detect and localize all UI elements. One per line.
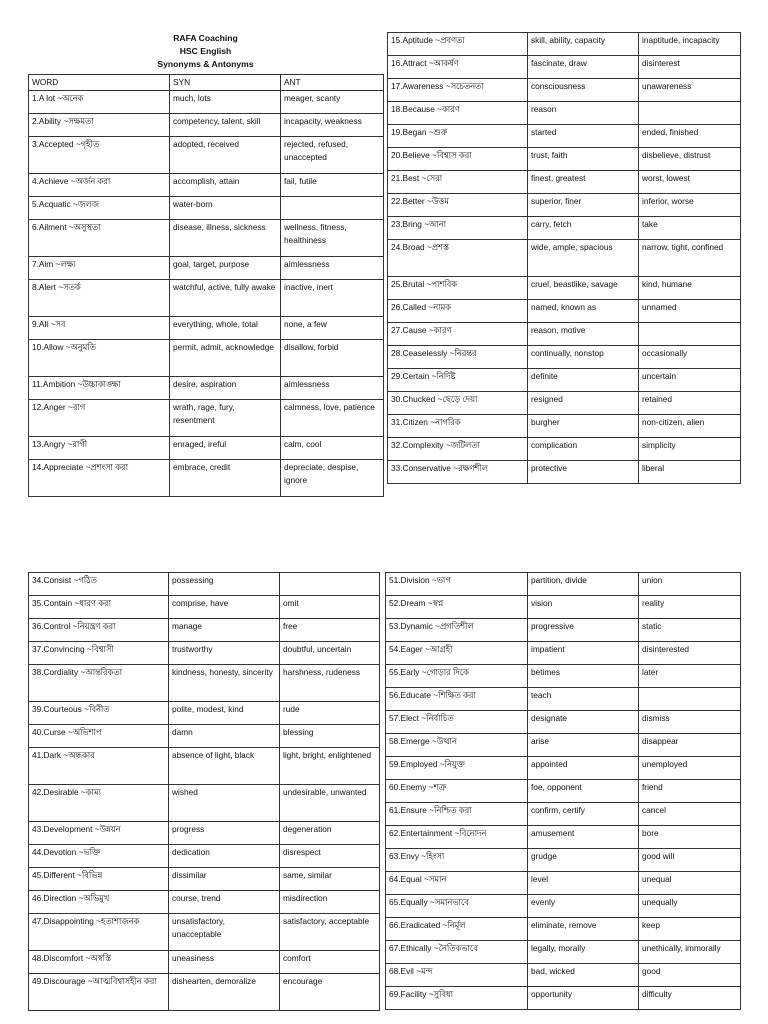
table-row bbox=[388, 346, 741, 369]
ant-cell: unequal bbox=[639, 872, 741, 895]
syn-cell: evenly bbox=[528, 895, 639, 918]
ant-cell: aimlessness bbox=[281, 257, 384, 280]
word-cell: 4.Achieve ~অর্জন করা bbox=[29, 174, 170, 197]
table-row bbox=[388, 125, 741, 148]
word-cell: 69.Facility ~সুবিধা bbox=[386, 987, 528, 1010]
table-row bbox=[388, 79, 741, 102]
ant-cell: cancel bbox=[639, 803, 741, 826]
syn-cell: comprise, have bbox=[169, 596, 280, 619]
ant-cell: free bbox=[280, 619, 380, 642]
word-cell: 55.Early ~গোড়ার দিকে bbox=[386, 665, 528, 688]
table-row bbox=[29, 748, 380, 785]
table-row bbox=[29, 377, 384, 400]
column-header-word: WORD bbox=[29, 75, 170, 91]
table-row bbox=[386, 895, 741, 918]
word-cell: 17.Awareness ~সচেতনতা bbox=[388, 79, 528, 102]
syn-cell: dishearten, demoralize bbox=[169, 974, 280, 1011]
table-row bbox=[29, 197, 384, 220]
table-row bbox=[388, 300, 741, 323]
table-row bbox=[386, 642, 741, 665]
table-row bbox=[29, 437, 384, 460]
syn-cell: carry, fetch bbox=[528, 217, 639, 240]
table-row bbox=[29, 340, 384, 377]
word-cell: 26.Called ~নামক bbox=[388, 300, 528, 323]
ant-cell: dismiss bbox=[639, 711, 741, 734]
table-row bbox=[386, 918, 741, 941]
word-cell: 12.Anger ~রাগ bbox=[29, 400, 170, 437]
syn-cell: kindness, honesty, sincerity bbox=[169, 665, 280, 702]
table-row bbox=[386, 872, 741, 895]
ant-cell: comfort bbox=[280, 951, 380, 974]
table-row bbox=[29, 891, 380, 914]
word-cell: 34.Consist ~গঠিত bbox=[29, 573, 169, 596]
syn-cell: opportunity bbox=[528, 987, 639, 1010]
ant-cell: fail, futile bbox=[281, 174, 384, 197]
table-row bbox=[386, 757, 741, 780]
word-cell: 2.Ability ~সক্ষমতা bbox=[29, 114, 170, 137]
vocab-table-1 bbox=[28, 74, 384, 497]
ant-cell: occasionally bbox=[639, 346, 741, 369]
table-row bbox=[29, 642, 380, 665]
table-row bbox=[388, 194, 741, 217]
column-header-ant: ANT bbox=[281, 75, 384, 91]
syn-cell: wrath, rage, fury, resentment bbox=[170, 400, 281, 437]
ant-cell: simplicity bbox=[639, 438, 741, 461]
page-header bbox=[28, 32, 383, 71]
syn-cell: desire, aspiration bbox=[170, 377, 281, 400]
word-cell: 7.Aim ~লক্ষ্য bbox=[29, 257, 170, 280]
vocab-table-3 bbox=[28, 572, 380, 1011]
word-cell: 32.Complexity ~জটিলতা bbox=[388, 438, 528, 461]
word-cell: 40.Curse ~অভিশাপ bbox=[29, 725, 169, 748]
ant-cell: inferior, worse bbox=[639, 194, 741, 217]
word-cell: 5.Acquatic ~জলজ bbox=[29, 197, 170, 220]
column-header-syn: SYN bbox=[170, 75, 281, 91]
word-cell: 53.Dynamic ~প্রগতিশীল bbox=[386, 619, 528, 642]
word-cell: 68.Evil ~মন্দ bbox=[386, 964, 528, 987]
word-cell: 20.Believe ~বিশ্বাস করা bbox=[388, 148, 528, 171]
ant-cell: disrespect bbox=[280, 845, 380, 868]
word-cell: 23.Bring ~আনা bbox=[388, 217, 528, 240]
word-cell: 33.Conservative ~রক্ষণশীল bbox=[388, 461, 528, 484]
vocab-table-2 bbox=[387, 32, 741, 484]
table-row bbox=[386, 688, 741, 711]
table-row bbox=[29, 725, 380, 748]
ant-cell: encourage bbox=[280, 974, 380, 1011]
syn-cell: accomplish, attain bbox=[170, 174, 281, 197]
ant-cell: unnamed bbox=[639, 300, 741, 323]
syn-cell: continually, nonstop bbox=[528, 346, 639, 369]
table-row bbox=[29, 220, 384, 257]
ant-cell: kind, humane bbox=[639, 277, 741, 300]
word-cell: 56.Educate ~শিক্ষিত করা bbox=[386, 688, 528, 711]
syn-cell: resigned bbox=[528, 392, 639, 415]
table-row bbox=[386, 596, 741, 619]
ant-cell: uncertain bbox=[639, 369, 741, 392]
table-row bbox=[388, 148, 741, 171]
syn-cell: enraged, ireful bbox=[170, 437, 281, 460]
ant-cell: unequally bbox=[639, 895, 741, 918]
ant-cell: harshness, rudeness bbox=[280, 665, 380, 702]
syn-cell: dedication bbox=[169, 845, 280, 868]
ant-cell: worst, lowest bbox=[639, 171, 741, 194]
table-row bbox=[29, 702, 380, 725]
word-cell: 65.Equally ~সমানভাবে bbox=[386, 895, 528, 918]
table-row bbox=[29, 460, 384, 497]
word-cell: 15.Aptitude ~প্রবণতা bbox=[388, 33, 528, 56]
syn-cell: level bbox=[528, 872, 639, 895]
word-cell: 46.Direction ~অভিমুখ bbox=[29, 891, 169, 914]
syn-cell: embrace, credit bbox=[170, 460, 281, 497]
ant-cell: reality bbox=[639, 596, 741, 619]
word-cell: 9.All ~সব bbox=[29, 317, 170, 340]
table-row bbox=[29, 914, 380, 951]
ant-cell bbox=[280, 573, 380, 596]
syn-cell: teach bbox=[528, 688, 639, 711]
table-row bbox=[29, 174, 384, 197]
word-cell: 18.Because ~কারণ bbox=[388, 102, 528, 125]
syn-cell: possessing bbox=[169, 573, 280, 596]
syn-cell: named, known as bbox=[528, 300, 639, 323]
word-cell: 42.Desirable ~কাম্য bbox=[29, 785, 169, 822]
table-row bbox=[386, 826, 741, 849]
syn-cell: protective bbox=[528, 461, 639, 484]
word-cell: 51.Division ~ভাগ bbox=[386, 573, 528, 596]
ant-cell: inactive, inert bbox=[281, 280, 384, 317]
syn-cell: bad, wicked bbox=[528, 964, 639, 987]
column-header-row bbox=[29, 75, 384, 91]
table-row bbox=[29, 619, 380, 642]
syn-cell: reason, motive bbox=[528, 323, 639, 346]
word-cell: 1.A lot ~অনেক bbox=[29, 91, 170, 114]
word-cell: 38.Cordiality ~আন্তরিকতা bbox=[29, 665, 169, 702]
vocab-table-4 bbox=[385, 572, 741, 1010]
word-cell: 30.Chucked ~ছেড়ে দেয়া bbox=[388, 392, 528, 415]
word-cell: 49.Discourage ~আত্মবিশ্বাসহীন করা bbox=[29, 974, 169, 1011]
syn-cell: reason bbox=[528, 102, 639, 125]
table-row bbox=[388, 171, 741, 194]
syn-cell: amusement bbox=[528, 826, 639, 849]
word-cell: 8.Alert ~সতর্ক bbox=[29, 280, 170, 317]
ant-cell: good bbox=[639, 964, 741, 987]
table-row bbox=[29, 257, 384, 280]
ant-cell: unethically, immorally bbox=[639, 941, 741, 964]
ant-cell: retained bbox=[639, 392, 741, 415]
syn-cell: foe, opponent bbox=[528, 780, 639, 803]
ant-cell: wellness, fitness, healthiness bbox=[281, 220, 384, 257]
ant-cell: doubtful, uncertain bbox=[280, 642, 380, 665]
syn-cell: wished bbox=[169, 785, 280, 822]
syn-cell: cruel, beastlike, savage bbox=[528, 277, 639, 300]
ant-cell: disbelieve, distrust bbox=[639, 148, 741, 171]
table-row bbox=[29, 91, 384, 114]
table-row bbox=[29, 845, 380, 868]
table-row bbox=[386, 941, 741, 964]
ant-cell: ended, finished bbox=[639, 125, 741, 148]
word-cell: 36.Control ~নিয়ন্ত্রণ করা bbox=[29, 619, 169, 642]
syn-cell: watchful, active, fully awake bbox=[170, 280, 281, 317]
table-row bbox=[29, 596, 380, 619]
word-cell: 24.Broad ~প্রশস্ত bbox=[388, 240, 528, 277]
syn-cell: confirm, certify bbox=[528, 803, 639, 826]
table-row bbox=[386, 573, 741, 596]
syn-cell: course, trend bbox=[169, 891, 280, 914]
word-cell: 22.Better ~উত্তম bbox=[388, 194, 528, 217]
ant-cell: inaptitude, incapacity bbox=[639, 33, 741, 56]
syn-cell: uneasiness bbox=[169, 951, 280, 974]
table-row bbox=[388, 369, 741, 392]
ant-cell: rude bbox=[280, 702, 380, 725]
ant-cell bbox=[639, 102, 741, 125]
table-row bbox=[29, 822, 380, 845]
table-row bbox=[388, 438, 741, 461]
ant-cell: later bbox=[639, 665, 741, 688]
syn-cell: complication bbox=[528, 438, 639, 461]
word-cell: 44.Devotion ~ভক্তি bbox=[29, 845, 169, 868]
ant-cell: calmness, love, patience bbox=[281, 400, 384, 437]
syn-cell: everything, whole, total bbox=[170, 317, 281, 340]
syn-cell: polite, modest, kind bbox=[169, 702, 280, 725]
table-row bbox=[386, 734, 741, 757]
table-row bbox=[386, 780, 741, 803]
ant-cell: aimlessness bbox=[281, 377, 384, 400]
ant-cell: rejected, refused, unaccepted bbox=[281, 137, 384, 174]
syn-cell: legally, morally bbox=[528, 941, 639, 964]
table-row bbox=[29, 400, 384, 437]
syn-cell: eliminate, remove bbox=[528, 918, 639, 941]
word-cell: 37.Convincing ~বিশ্বাসী bbox=[29, 642, 169, 665]
ant-cell: blessing bbox=[280, 725, 380, 748]
ant-cell bbox=[639, 688, 741, 711]
word-cell: 27.Cause ~কারণ bbox=[388, 323, 528, 346]
table-row bbox=[29, 137, 384, 174]
table-row bbox=[386, 803, 741, 826]
word-cell: 43.Development ~উন্নয়ন bbox=[29, 822, 169, 845]
syn-cell: partition, divide bbox=[528, 573, 639, 596]
header-line-3: Synonyms & Antonyms bbox=[157, 59, 254, 69]
ant-cell: friend bbox=[639, 780, 741, 803]
table-row bbox=[388, 461, 741, 484]
ant-cell: disallow, forbid bbox=[281, 340, 384, 377]
ant-cell: static bbox=[639, 619, 741, 642]
syn-cell: water-born bbox=[170, 197, 281, 220]
table-row bbox=[29, 280, 384, 317]
word-cell: 13.Angry ~রাগী bbox=[29, 437, 170, 460]
word-cell: 19.Began ~শুরু bbox=[388, 125, 528, 148]
syn-cell: trust, faith bbox=[528, 148, 639, 171]
ant-cell: unawareness bbox=[639, 79, 741, 102]
syn-cell: absence of light, black bbox=[169, 748, 280, 785]
ant-cell: narrow, tight, confined bbox=[639, 240, 741, 277]
syn-cell: betimes bbox=[528, 665, 639, 688]
word-cell: 61.Ensure ~নিশ্চিত করা bbox=[386, 803, 528, 826]
ant-cell: calm, cool bbox=[281, 437, 384, 460]
word-cell: 6.Ailment ~অসুস্থতা bbox=[29, 220, 170, 257]
table-row bbox=[29, 785, 380, 822]
ant-cell: degeneration bbox=[280, 822, 380, 845]
word-cell: 52.Dream ~স্বপ্ন bbox=[386, 596, 528, 619]
ant-cell: omit bbox=[280, 596, 380, 619]
ant-cell: good will bbox=[639, 849, 741, 872]
syn-cell: arise bbox=[528, 734, 639, 757]
ant-cell: disinterest bbox=[639, 56, 741, 79]
syn-cell: skill, ability, capacity bbox=[528, 33, 639, 56]
ant-cell: disinterested bbox=[639, 642, 741, 665]
word-cell: 54.Eager ~আগ্রহী bbox=[386, 642, 528, 665]
table-row bbox=[386, 665, 741, 688]
syn-cell: designate bbox=[528, 711, 639, 734]
word-cell: 29.Certain ~নির্দিষ্ট bbox=[388, 369, 528, 392]
table-row bbox=[388, 415, 741, 438]
syn-cell: definite bbox=[528, 369, 639, 392]
ant-cell: disappear bbox=[639, 734, 741, 757]
table-row bbox=[388, 102, 741, 125]
word-cell: 62.Entertainment ~বিনোদন bbox=[386, 826, 528, 849]
syn-cell: superior, finer bbox=[528, 194, 639, 217]
table-row bbox=[29, 665, 380, 702]
ant-cell: liberal bbox=[639, 461, 741, 484]
table-row bbox=[388, 56, 741, 79]
word-cell: 67.Ethically ~নৈতিকভাবে bbox=[386, 941, 528, 964]
word-cell: 3.Accepted ~গৃহীত bbox=[29, 137, 170, 174]
table-row bbox=[29, 317, 384, 340]
word-cell: 63.Envy ~হিংসা bbox=[386, 849, 528, 872]
syn-cell: grudge bbox=[528, 849, 639, 872]
syn-cell: fascinate, draw bbox=[528, 56, 639, 79]
table-row bbox=[388, 240, 741, 277]
table-row bbox=[29, 974, 380, 1011]
table-row bbox=[29, 573, 380, 596]
syn-cell: much, lots bbox=[170, 91, 281, 114]
syn-cell: appointed bbox=[528, 757, 639, 780]
syn-cell: progress bbox=[169, 822, 280, 845]
ant-cell: unemployed bbox=[639, 757, 741, 780]
syn-cell: impatient bbox=[528, 642, 639, 665]
table-row bbox=[386, 619, 741, 642]
word-cell: 11.Ambition ~উচ্চাকাঙ্ক্ষা bbox=[29, 377, 170, 400]
syn-cell: adopted, received bbox=[170, 137, 281, 174]
syn-cell: progressive bbox=[528, 619, 639, 642]
ant-cell: misdirection bbox=[280, 891, 380, 914]
syn-cell: damn bbox=[169, 725, 280, 748]
word-cell: 59.Employed ~নিযুক্ত bbox=[386, 757, 528, 780]
table-row bbox=[386, 711, 741, 734]
table-row bbox=[29, 951, 380, 974]
word-cell: 14.Appreciate ~প্রশংসা করা bbox=[29, 460, 170, 497]
ant-cell bbox=[639, 323, 741, 346]
header-line-1: RAFA Coaching bbox=[173, 33, 238, 43]
ant-cell: none, a few bbox=[281, 317, 384, 340]
word-cell: 58.Emerge ~উত্থান bbox=[386, 734, 528, 757]
word-cell: 47.Disappointing ~হতাশাজনক bbox=[29, 914, 169, 951]
table-row bbox=[388, 33, 741, 56]
word-cell: 48.Discomfort ~অস্বস্তি bbox=[29, 951, 169, 974]
syn-cell: disease, illness, sickness bbox=[170, 220, 281, 257]
word-cell: 64.Equal ~সমান bbox=[386, 872, 528, 895]
word-cell: 60.Enemy ~শত্রু bbox=[386, 780, 528, 803]
word-cell: 45.Different ~বিভিন্ন bbox=[29, 868, 169, 891]
table-row bbox=[388, 392, 741, 415]
header-line-2: HSC English bbox=[179, 46, 232, 56]
syn-cell: dissimilar bbox=[169, 868, 280, 891]
ant-cell: bore bbox=[639, 826, 741, 849]
word-cell: 41.Dark ~অন্ধকার bbox=[29, 748, 169, 785]
syn-cell: trustworthy bbox=[169, 642, 280, 665]
syn-cell: manage bbox=[169, 619, 280, 642]
table-row bbox=[386, 987, 741, 1010]
word-cell: 66.Eradicated ~নির্মূল bbox=[386, 918, 528, 941]
table-row bbox=[29, 868, 380, 891]
syn-cell: unsatisfactory, unacceptable bbox=[169, 914, 280, 951]
table-row bbox=[388, 277, 741, 300]
ant-cell: take bbox=[639, 217, 741, 240]
ant-cell: depreciate, despise, ignore bbox=[281, 460, 384, 497]
table-row bbox=[388, 217, 741, 240]
syn-cell: competency, talent, skill bbox=[170, 114, 281, 137]
ant-cell: meager, scanty bbox=[281, 91, 384, 114]
table-row bbox=[29, 114, 384, 137]
syn-cell: finest, greatest bbox=[528, 171, 639, 194]
ant-cell: incapacity, weakness bbox=[281, 114, 384, 137]
ant-cell: same, similar bbox=[280, 868, 380, 891]
ant-cell: undesirable, unwanted bbox=[280, 785, 380, 822]
word-cell: 10.Allow ~অনুমতি bbox=[29, 340, 170, 377]
ant-cell: difficulty bbox=[639, 987, 741, 1010]
ant-cell: satisfactory, acceptable bbox=[280, 914, 380, 951]
syn-cell: burgher bbox=[528, 415, 639, 438]
word-cell: 35.Contain ~ধারণ করা bbox=[29, 596, 169, 619]
syn-cell: consciousness bbox=[528, 79, 639, 102]
word-cell: 39.Courteous ~বিনীত bbox=[29, 702, 169, 725]
ant-cell: non-citizen, alien bbox=[639, 415, 741, 438]
word-cell: 57.Elect ~নির্বাচিত bbox=[386, 711, 528, 734]
word-cell: 16.Attract ~আকর্ষণ bbox=[388, 56, 528, 79]
table-row bbox=[386, 964, 741, 987]
ant-cell bbox=[281, 197, 384, 220]
syn-cell: permit, admit, acknowledge bbox=[170, 340, 281, 377]
word-cell: 25.Brutal ~পাশবিক bbox=[388, 277, 528, 300]
word-cell: 31.Citizen ~নাগরিক bbox=[388, 415, 528, 438]
table-row bbox=[388, 323, 741, 346]
ant-cell: union bbox=[639, 573, 741, 596]
syn-cell: goal, target, purpose bbox=[170, 257, 281, 280]
syn-cell: started bbox=[528, 125, 639, 148]
ant-cell: keep bbox=[639, 918, 741, 941]
word-cell: 21.Best ~সেরা bbox=[388, 171, 528, 194]
ant-cell: light, bright, enlightened bbox=[280, 748, 380, 785]
syn-cell: vision bbox=[528, 596, 639, 619]
table-row bbox=[386, 849, 741, 872]
word-cell: 28.Ceaselessly ~নিরন্তর bbox=[388, 346, 528, 369]
syn-cell: wide, ample, spacious bbox=[528, 240, 639, 277]
